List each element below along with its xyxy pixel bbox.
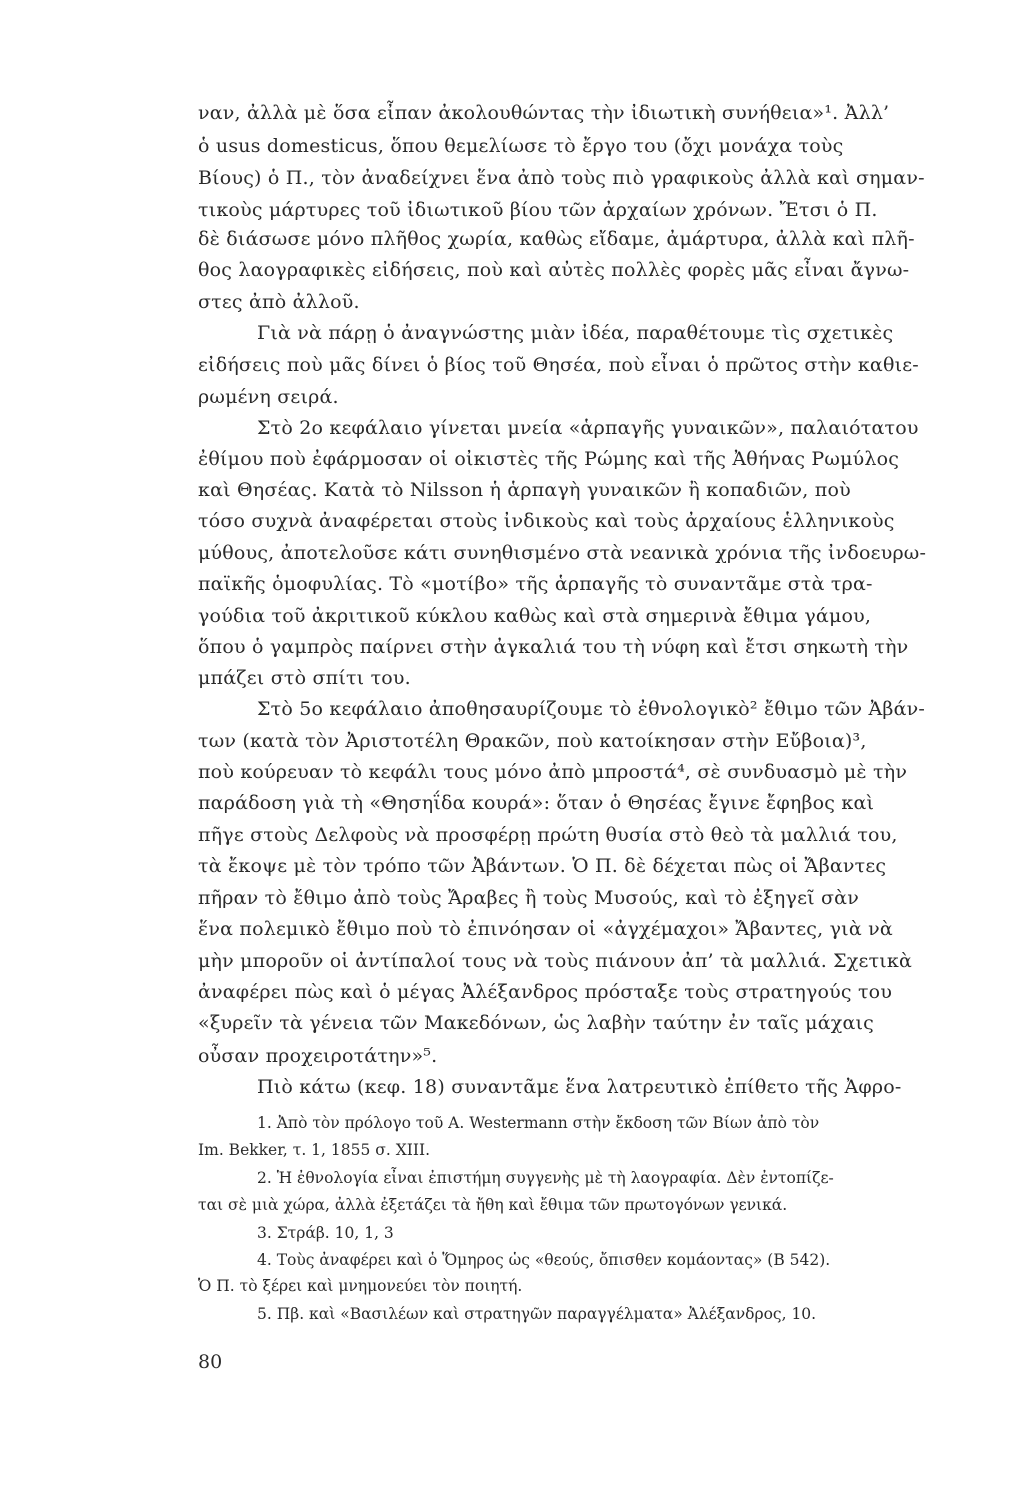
body-line: τόσο συχνὰ ἀναφέρεται στοὺς ἰνδικοὺς καὶ τοὺς ἀρχαίους ἑλληνικοὺς [198,510,895,532]
body-line: γούδια τοῦ ἀκριτικοῦ κύκλου καθὼς καὶ στὰ σημερινὰ ἔθιμα γάμου, [198,605,872,627]
body-line: ναν, ἀλλὰ μὲ ὅσα εἶπαν ἀκολουθώντας τὴν ἰδιωτικὴ συνήθεια»¹. Ἀλλ’ [198,102,890,124]
body-line: δὲ διάσωσε μόνο πλῆθος χωρία, καθὼς εἴδαμε, ἀμάρτυρα, ἀλλὰ καὶ πλῆ- [198,228,915,250]
body-line: Στὸ 5ο κεφάλαιο ἀποθησαυρίζουμε τὸ ἐθνολογικὸ² ἔθιμο τῶν Ἀβάν- [257,698,925,720]
body-line: ρωμένη σειρά. [198,386,339,408]
footnote-line: 5. Πβ. καὶ «Βασιλέων καὶ στρατηγῶν παραγγέλματα» Ἀλέξανδρος, 10. [257,1305,817,1323]
body-line: πῆραν τὸ ἔθιμο ἀπὸ τοὺς Ἄραβες ἢ τοὺς Μυσούς, καὶ τὸ ἐξηγεῖ σὰν [198,887,859,909]
footnote-line: Im. Bekker, τ. 1, 1855 σ. XIII. [198,1141,431,1159]
body-line: οὖσαν προχειροτάτην»⁵. [198,1045,438,1067]
body-line: εἰδήσεις ποὺ μᾶς δίνει ὁ βίος τοῦ Θησέα, ποὺ εἶναι ὁ πρῶτος στὴν καθιε- [198,354,919,376]
footnote-line: 2. Ἡ ἐθνολογία εἶναι ἐπιστήμη συγγενὴς μὲ τὴ λαογραφία. Δὲν ἐντοπίζε- [257,1169,834,1187]
body-line: τικοὺς μάρτυρες τοῦ ἰδιωτικοῦ βίου τῶν ἀρχαίων χρόνων. Ἔτσι ὁ Π. [198,199,878,221]
body-line: θος λαογραφικὲς εἰδήσεις, ποὺ καὶ αὐτὲς πολλὲς φορὲς μᾶς εἶναι ἄγνω- [198,259,910,281]
body-line: Γιὰ νὰ πάρῃ ὁ ἀναγνώστης μιὰν ἰδέα, παραθέτουμε τὶς σχετικὲς [257,322,894,344]
footnote-line: 1. Ἀπὸ τὸν πρόλογο τοῦ A. Westermann στὴν ἔκδοση τῶν Βίων ἀπὸ τὸν [257,1114,820,1132]
body-line: ἀναφέρει πὼς καὶ ὁ μέγας Ἀλέξανδρος πρόσταξε τοὺς στρατηγούς του [198,981,893,1003]
body-line: ἕνα πολεμικὸ ἔθιμο ποὺ τὸ ἐπινόησαν οἱ «ἀγχέμαχοι» Ἄβαντες, γιὰ νὰ [198,918,893,940]
body-line: «ξυρεῖν τὰ γένεια τῶν Μακεδόνων, ὡς λαβὴν ταύτην ἐν ταῖς μάχαις [198,1012,874,1034]
body-line: ἐθίμου ποὺ ἐφάρμοσαν οἱ οἰκιστὲς τῆς Ρώμης καὶ τῆς Ἀθήνας Ρωμύλος [198,448,900,470]
body-line: Πιὸ κάτω (κεφ. 18) συναντᾶμε ἕνα λατρευτικὸ ἐπίθετο τῆς Ἀφρο- [257,1076,902,1098]
footnote-line: 3. Στράβ. 10, 1, 3 [257,1224,394,1242]
body-line: ὁ usus domesticus, ὅπου θεμελίωσε τὸ ἔργο του (ὄχι μονάχα τοὺς [198,135,844,157]
footnote-line: ται σὲ μιὰ χώρα, ἀλλὰ ἐξετάζει τὰ ἤθη καὶ ἔθιμα τῶν πρωτογόνων γενικά. [198,1196,788,1214]
footnote-line: 4. Τοὺς ἀναφέρει καὶ ὁ Ὅμηρος ὡς «θεούς, ὄπισθεν κομάοντας» (Β 542). [257,1251,831,1269]
body-line: μὴν μποροῦν οἱ ἀντίπαλοί τους νὰ τοὺς πιάνουν ἀπ’ τὰ μαλλιά. Σχετικὰ [198,950,913,972]
body-line: των (κατὰ τὸν Ἀριστοτέλη Θρακῶν, ποὺ κατοίκησαν στὴν Εὔβοια)³, [198,730,867,752]
body-line: παράδοση γιὰ τὴ «Θησηΐδα κουρά»: ὅταν ὁ Θησέας ἔγινε ἔφηβος καὶ [198,792,875,814]
body-line: παϊκῆς ὁμοφυλίας. Τὸ «μοτίβο» τῆς ἁρπαγῆς τὸ συναντᾶμε στὰ τρα- [198,573,873,595]
body-line: πῆγε στοὺς Δελφοὺς νὰ προσφέρῃ πρώτη θυσία στὸ θεὸ τὰ μαλλιά του, [198,824,898,846]
body-line: Στὸ 2ο κεφάλαιο γίνεται μνεία «ἁρπαγῆς γυναικῶν», παλαιότατου [257,417,919,439]
body-line: μπάζει στὸ σπίτι του. [198,667,411,689]
body-line: ποὺ κούρευαν τὸ κεφάλι τους μόνο ἀπὸ μπροστά⁴, σὲ συνδυασμὸ μὲ τὴν [198,761,908,783]
body-line: ὅπου ὁ γαμπρὸς παίρνει στὴν ἀγκαλιά του τὴ νύφη καὶ ἔτσι σηκωτὴ τὴν [198,636,909,658]
footnote-line: Ὁ Π. τὸ ξέρει καὶ μνημονεύει τὸν ποιητή. [198,1277,523,1295]
body-line: τὰ ἔκοψε μὲ τὸν τρόπο τῶν Ἀβάντων. Ὁ Π. δὲ δέχεται πὼς οἱ Ἄβαντες [198,855,887,877]
body-line: στες ἀπὸ ἀλλοῦ. [198,291,360,313]
body-line: καὶ Θησέας. Κατὰ τὸ Nilsson ἡ ἁρπαγὴ γυναικῶν ἢ κοπαδιῶν, ποὺ [198,479,851,501]
body-line: μύθους, ἀποτελοῦσε κάτι συνηθισμένο στὰ νεανικὰ χρόνια τῆς ἰνδοευρω- [198,542,927,564]
page-number: 80 [198,1351,223,1373]
body-line: Βίους) ὁ Π., τὸν ἀναδείχνει ἕνα ἀπὸ τοὺς πιὸ γραφικοὺς ἀλλὰ καὶ σημαν- [198,167,925,189]
